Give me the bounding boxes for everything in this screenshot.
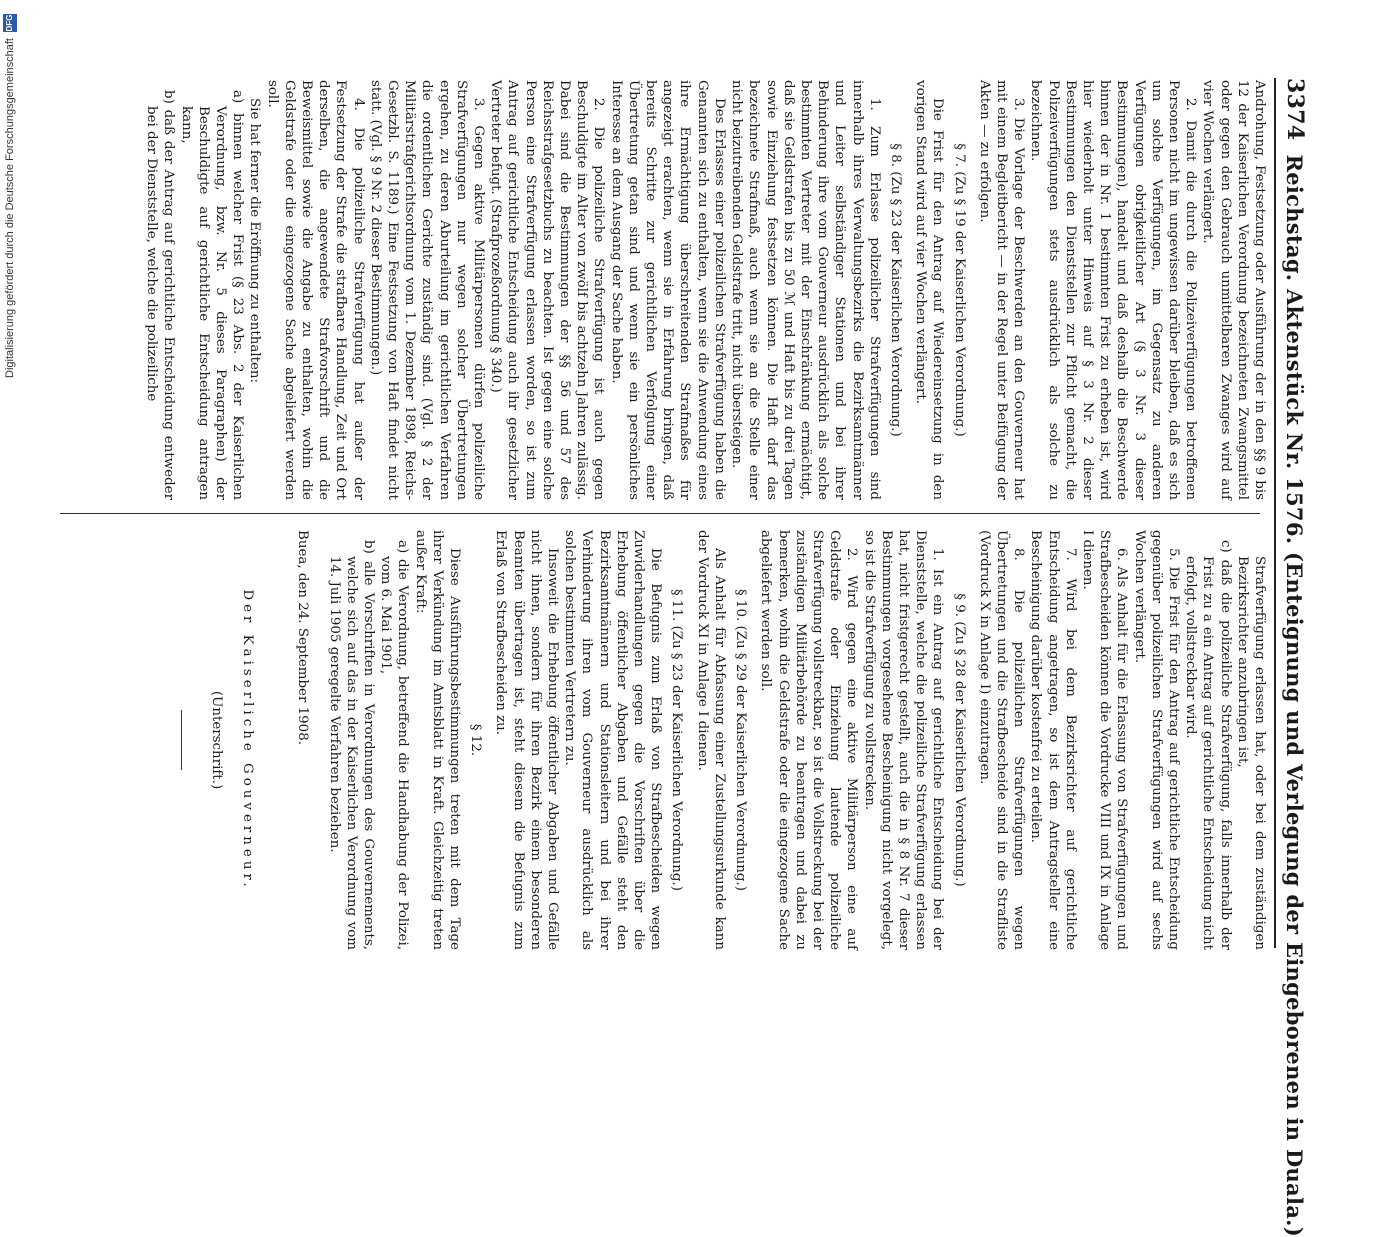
paragraph: Strafverfügung erlassen hat, oder bei dem zuständigen Bezirksrichter anzubringen ist, [1234,556,1267,950]
paragraph: Androhung, Festsetzung oder Ausführung der in den §§ 9 bis 12 der Kaiserlichen Verordnung bezeichneten Zwangsmittel oder gegen den Gebrauch unmittelbaren Zwanges wird auf vier Wochen verlängert. [1200,80,1267,500]
paragraph: 5. Die Frist für den Antrag auf gerichtliche Entscheidung gegenüber polizeilichen Strafverfügungen wird auf sechs Wochen verlängert. [1131,530,1181,950]
signature: Der Kaiserliche Gouverneur. [240,589,256,891]
section-heading: § 7. (Zu § 19 der Kaiserlichen Verordnung.) [951,143,967,437]
paragraph: Als Anhalt für Abfassung einer Zustellungsurkunde kann der Vordruck XI in Anlage I dienen. [694,530,727,950]
closing-rule [181,710,182,770]
right-column [181,530,1268,950]
paragraph: 1. Zum Erlasse polizeilicher Strafverfügungen sind innerhalb ihres Verwaltungsbezirks die Bezirksamtmänner und Leiter selbständiger Stationen und bei ihrer Behinderung ihre vom Gouverneur ausdrücklich als solche bestimmten Vertreter mit der Einschränkung ermächtigt, daß sie Geldstrafen bis zu 50 ℳ und Haft bis zu drei Tagen sowie Einziehung festsetzen können. Die Haft darf das bezeichnete Strafmaß, auch wenn sie an die Stelle einer nicht beizutreibenden Geldstrafe tritt, nicht übersteigen. [729,80,882,500]
paragraph: 3. Gegen aktive Militärpersonen dürfen polizeiliche Strafverfügungen nur wegen solcher Übertretungen ergehen, zu deren Aburteilung im gerichtlichen Verfahren die ordentlichen Gerichte zuständig sind. (Vgl. § 2 der Militärstrafgerichtsordnung vom 1. Dezember 1898, Reichs-Gesetzbl. S. 1189.) Eine Festsetzung von Haft findet nicht statt. (Vgl. § 9 Nr. 2 dieser Bestimmungen.) [367,80,487,500]
digitization-footer [0,0,60,1000]
paragraph: 3. Die Vorlage der Beschwerden an den Gouverneur hat mit einem Begleitbericht — in der Regel unter Beifügung der Akten — zu erfolgen. [976,80,1027,500]
list-item: c) daß die polizeiliche Strafverfügung, falls innerhalb der Frist zu a ein Antrag auf gerichtliche Entscheidung nicht erfolgt, vollstreckbar wird. [1183,540,1233,950]
paragraph: Die Frist für den Antrag auf Wiedereinsetzung in den vorigen Stand wird auf vier Wochen verlängert. [913,80,946,500]
column-divider [60,513,1260,514]
header-rule [1274,78,1276,948]
paragraph: 2. Die polizeiliche Strafverfügung ist auch gegen Beschuldigte im Alter von zwölf bis achtzehn Jahren zulässig. Dabei sind die Bestimmungen der §§ 56 und 57 des Reichsstrafgesetzbuchs zu beachten. Ist gegen eine solche Person eine Strafverfügung erlassen worden, so ist zum Antrag auf gerichtliche Entscheidung auch ihr gesetzlicher Vertreter befugt. (Strafprozeßordnung § 340.) [488,80,607,500]
footer-credit: Digitalisierung gefördert durch die Deutsche Forschungsgemeinschaft [4,38,16,378]
signature-note: (Unterschrift.) [209,690,225,790]
list-item: b) alle Vorschriften in Verordnungen des Gouvernements, welche sich auf das in der Kaiserlichen Verordnung vom 14. Juli 1905 geregelte Verfahren beziehen. [326,540,377,950]
paragraph: Insoweit die Erhebung öffentlicher Abgaben und Gefälle nicht ihnen, sondern für ihren Bezirk einem besonderen Beamten übertragen ist, steht diesem die Befugnis zum Erlaß von Strafbescheiden zu. [493,530,561,950]
page-number: 3374 [1282,78,1308,141]
date-line: Buea, den 24. September 1908. [295,530,311,745]
paragraph: 4. Die polizeiliche Strafverfügung hat außer der Festsetzung der Strafe die strafbare Handlung, Zeit und Ort derselben, die angewendete Strafvorschrift und die Beweismittel sowie die Angabe zu enthalten, wohin die Geldstrafe oder die eingezogene Sache abgeliefert werden soll. [264,80,366,500]
list-item: b) daß der Antrag auf gerichtliche Entscheidung entweder bei der Dienststelle, welche die polizeiliche [144,90,177,500]
paragraph: Die Befugnis zum Erlaß von Strafbescheiden wegen Zuwiderhandlungen gegen die Vorschriften über die Erhebung öffentlicher Abgaben und Gefälle steht den Bezirksamtmännern und Stationsleitern und bei ihrer Verhinderung ihren vom Gouverneur ausdrücklich als solchen bestimmten Vertretern zu. [562,530,664,950]
paragraph: 2. Damit die durch die Polizeiverfügungen betroffenen Personen nicht im ungewissen darüber bleiben, daß es sich um solche Verfügungen, im Gegensatz zu anderen Verfügungen obrigkeitlicher Art (§ 3 Nr. 3 dieser Bestimmungen), handelt und daß deshalb die Beschwerde binnen der in Nr. 1 bestimmten Frist zu erheben ist, wird hier wiederholt unter Hinweis auf § 3 Nr. 2 dieser Bestimmungen den Dienststellen zur Pflicht gemacht, die Polizeiverfügungen stets ausdrücklich als solche zu bezeichnen. [1028,80,1199,500]
paragraph: 8. Die polizeilichen Strafverfügungen wegen Übertretungen und die Strafbescheide sind in die Strafliste (Vordruck X in Anlage I) einzutragen. [976,530,1027,950]
paragraph: 6. Als Anhalt für die Erlassung von Strafverfügungen und Strafbescheiden können die Vordrucke VIII und IX in Anlage I dienen. [1079,530,1130,950]
left-column [143,80,1268,500]
paragraph: Des Erlasses einer polizeilichen Strafverfügung haben die Genannten sich zu enthalten, wenn sie die Anwendung eines ihre Ermächtigung überschreitenden Strafmaßes für angezeigt erachten, wenn sie in Erfahrung bringen, daß bereits Schritte zur gerichtlichen Verfolgung einer Übertretung getan sind und wenn sie ein persönliches Interesse an dem Ausgang der Sache haben. [608,80,727,500]
page-header [1278,78,1312,1237]
section-heading: § 8. (Zu § 23 der Kaiserlichen Verordnung.) [887,143,903,437]
list-item: a) die Verordnung, betreffend die Handhabung der Polizei, vom 6. Mai 1901, [378,540,411,950]
paragraph: Diese Ausführungsbestimmungen treten mit dem Tage ihrer Verkündung im Amtsblatt in Kraft. Gleichzeitig treten außer Kraft: [412,530,463,950]
section-heading: § 12. [468,723,484,757]
paragraph: 1. Ist ein Antrag auf gerichtliche Entscheidung bei der Dienststelle, welche die polizeiliche Strafverfügung erlassen hat, nicht fristgerecht gestellt, auch die in § 8 Nr. 7 dieser Bestimmungen vorgesehene Bescheinigung nicht vorgelegt, so ist die Strafverfügung zu vollstrecken. [861,530,946,950]
dfg-logo-icon: DFG [3,14,17,32]
list-item: a) binnen welcher Frist (§ 23 Abs. 2 der Kaiserlichen Verordnung, bzw. Nr. 5 dieses Paragraphen) der Beschuldigte auf gerichtliche Entscheidung antragen kann, [178,90,246,500]
paragraph: Sie hat ferner die Eröffnung zu enthalten: [247,98,263,384]
section-heading: § 10. (Zu § 29 der Kaiserlichen Verordnung.) [733,588,749,891]
page-title: Reichstag. Aktenstück Nr. 1576. (Enteignung und Verlegung der Eingeborenen in Duala.) [1282,154,1308,1237]
paragraph: 7. Wird bei dem Bezirksrichter auf gerichtliche Entscheidung angetragen, so ist dem Antragsteller eine Bescheinigung darüber kostenfrei zu erteilen. [1028,530,1078,950]
section-heading: § 11. (Zu § 23 der Kaiserlichen Verordnung.) [669,588,685,891]
section-heading: § 9. (Zu § 28 der Kaiserlichen Verordnung.) [951,593,967,887]
paragraph: 2. Wird gegen eine aktive Militärperson eine auf Geldstrafe oder Einziehung lautende polizeiliche Strafverfügung vollstreckbar, so ist die Vollstreckung bei der zuständigen Militärbehörde zu beantragen und dabei zu bemerken, wohin die Geldstrafe oder die eingezogene Sache abgeliefert werden soll. [758,530,860,950]
